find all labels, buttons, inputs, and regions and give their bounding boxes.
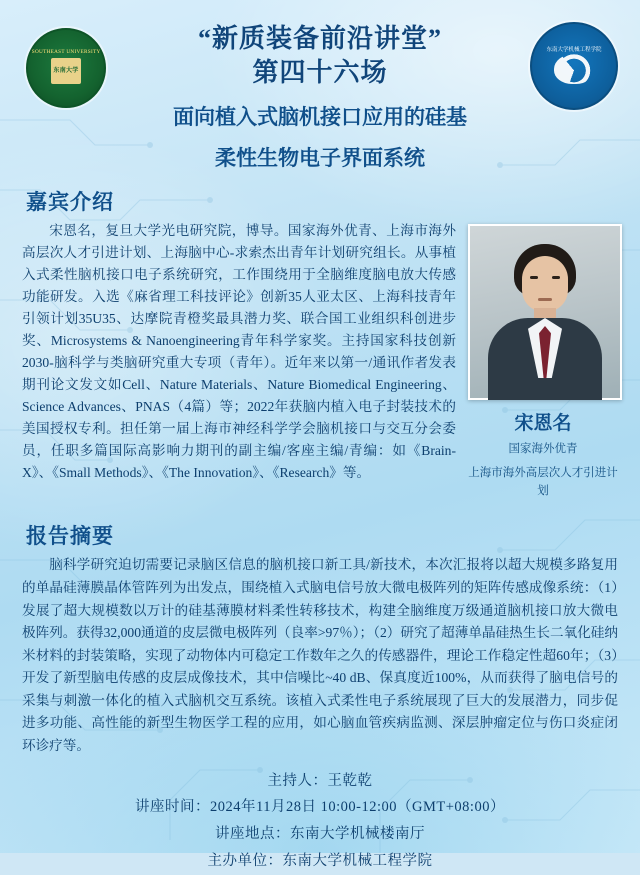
- seal-center-text: 东南大学: [51, 58, 81, 84]
- guest-section: [22, 220, 618, 504]
- guest-portrait-block: [468, 224, 618, 500]
- abstract-body: 脑科学研究迫切需要记录脑区信息的脑机接口新工具/新技术，本次汇报将以超大规模多路复用的单晶硅薄膜晶体管阵列为出发点，围绕植入式脑电信号放大微电极阵列的矩阵传感成像系统：（1）发展了超大规模数以万计的硅基薄膜材料柔性转移技术，构建全脑维度万级通道脑机接口放大微电极阵列。获得32,000通道的皮层微电极阵列（良率>97％）；（2）研究了超薄单晶硅热生长二氧化硅纳米材料的封装策略，实现了动物体内可稳定工作数年之久的传感器件，理论工作稳定性超60年；（3）开发了新型脑电传感的皮层成像技术，其中信噪比~40 dB、保真度近100%，从而获得了脑电信号的采集与刺激一体化的植入式脑机交互系统。该植入式柔性电子系统展现了巨大的发展潜力，同步促进多功能、高性能的新型生物医学工程的应用，如心脑血管疾病监测、深层肿瘤定位与伤口炎症闭环诊疗等。: [22, 557, 618, 753]
- session-title: 第四十六场: [252, 58, 388, 88]
- topic-title-line1: 面向植入式脑机接口应用的硅基: [173, 104, 467, 129]
- poster-footer: [0, 768, 640, 875]
- footer-host: 主持人：王乾乾: [267, 772, 373, 789]
- guest-section-heading: 嘉宾介绍: [26, 190, 114, 214]
- footer-place: 讲座地点：东南大学机械楼南厅: [215, 826, 425, 843]
- topic-title-line2: 柔性生物电子界面系统: [215, 146, 425, 171]
- school-logo-ring-text: 东南大学机械工程学院: [546, 46, 602, 53]
- footer-organizer: 主办单位：东南大学机械工程学院: [207, 852, 433, 869]
- southeast-university-seal-icon: [26, 28, 106, 108]
- guest-title-line2: 上海市海外高层次人才引进计划: [468, 466, 618, 497]
- footer-time: 讲座时间：2024年11月28日 10:00-12:00（GMT+08:00）: [135, 799, 505, 816]
- seal-ring-text: SOUTHEAST UNIVERSITY: [31, 49, 101, 56]
- portrait-eye-right: [552, 276, 560, 279]
- guest-title-line1: 国家海外优青: [508, 443, 578, 455]
- logo-swoosh-icon: [554, 54, 594, 84]
- poster-header: [0, 0, 640, 170]
- guest-photo: [468, 224, 622, 400]
- guest-biography: 宋恩名，复旦大学光电研究院，博导。国家海外优青、上海市海外高层次人才引进计划、上海脑中心-求索杰出青年计划研究组长。从事植入式柔性脑机接口电子系统研究，工作围绕用于全脑维度脑电放大传感功能研发。入选《麻省理工科技评论》创新35人亚太区、上海科技青年引领计划35U35、达摩院青橙奖最具潜力奖、联合国工业组织科创进步奖、Microsystems & Nanoengineering青年科学家奖。主持国家科技创新2030-脑科学与类脑研究重大专项（青年）。近年来以第一/通讯作者发表期刊论文发文如Cell、Nature Materials、Nature Biomedical Engineering、Science Advances、PNAS（4篇）等；2022年获脑内植入电子封装技术的美国授权专利。担任第一届上海市神经科学学会脑机接口与交互分会委员，任职多篇国际高影响力期刊的副主编/客座主编/青编：如《Brain-X》、《Small Methods》、《The Innovation》、《Research》等。: [22, 223, 456, 481]
- series-title: “新质装备前沿讲堂”: [197, 24, 442, 53]
- portrait-face: [522, 256, 568, 312]
- portrait-eye-left: [530, 276, 538, 279]
- mechanical-engineering-logo-icon: [530, 22, 618, 110]
- portrait-mouth: [538, 298, 552, 301]
- guest-name: 宋恩名: [514, 413, 572, 434]
- abstract-section-heading: 报告摘要: [26, 524, 114, 549]
